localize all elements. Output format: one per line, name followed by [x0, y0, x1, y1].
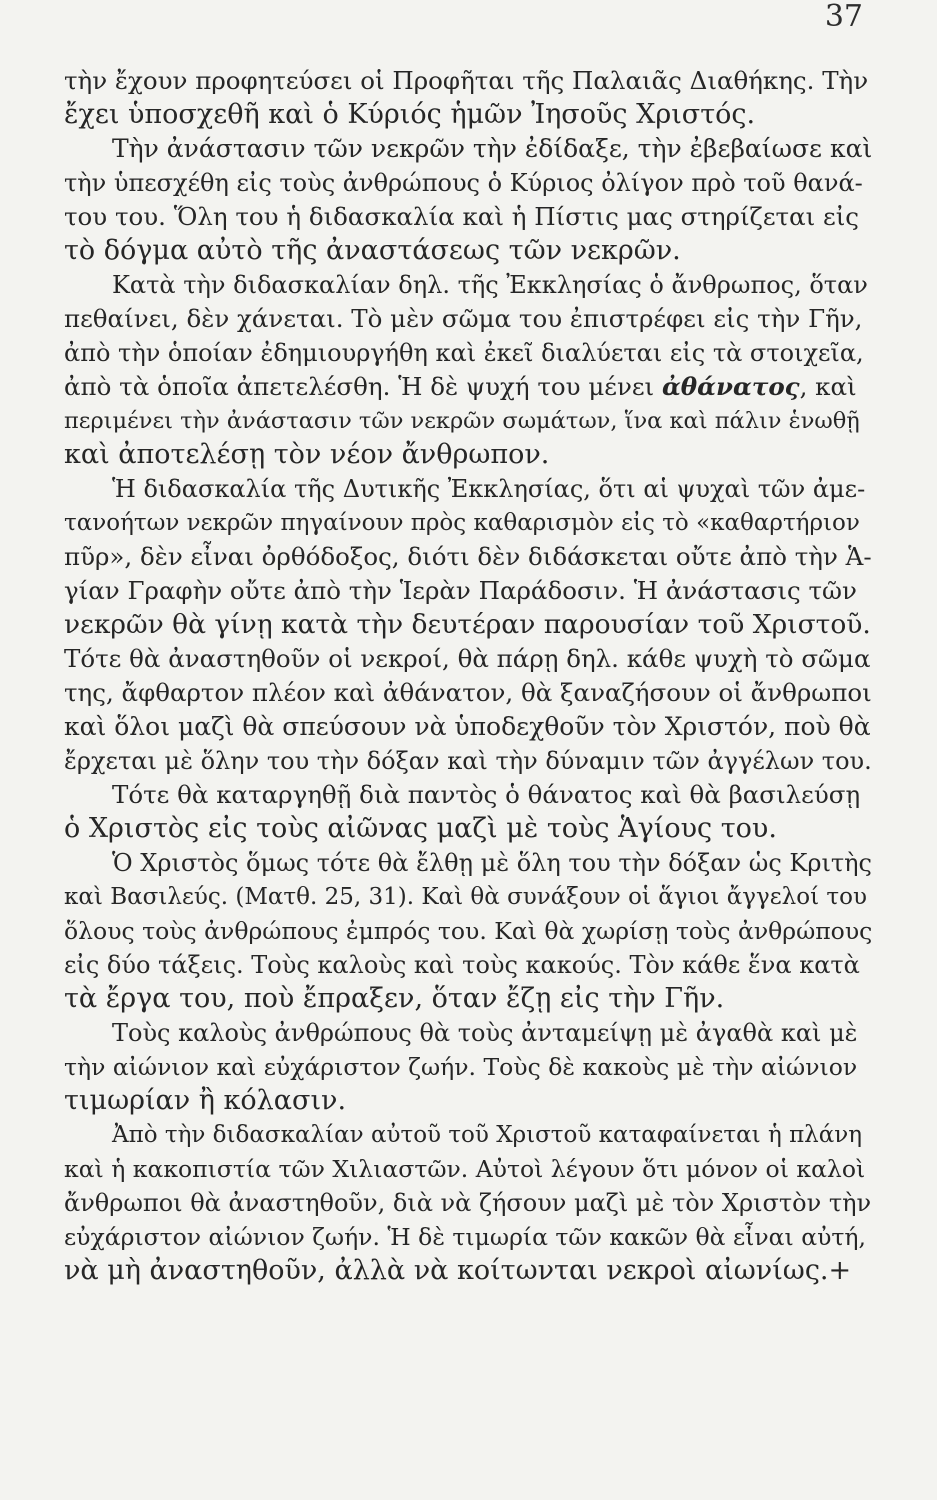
- text-line: [64, 744, 872, 778]
- line-text: Τὴν ἀνάστασιν τῶν νεκρῶν τὴν ἐδίδαξε, τὴν ἐβεβαίωσε καὶ: [112, 134, 873, 163]
- line-text: τὴν ὑπεσχέθη εἰς τοὺς ἀνθρώπους ὁ Κύριος ὀλίγον πρὸ τοῦ θανά-: [64, 169, 863, 197]
- line-text: νεκρῶν θὰ γίνῃ κατὰ τὴν δευτέραν παρουσίαν τοῦ Χριστοῦ.: [64, 609, 871, 640]
- line-text: τὴν αἰώνιον καὶ εὐχάριστον ζωήν. Τοὺς δὲ κακοὺς μὲ τὴν αἰώνιον: [64, 1053, 858, 1081]
- text-line: [64, 302, 864, 336]
- text-line: [64, 880, 867, 914]
- text-line: [64, 574, 864, 608]
- line-text-after: , καὶ: [799, 372, 857, 401]
- line-text: ὁ Χριστὸς εἰς τοὺς αἰῶνας μαζὶ μὲ τοὺς Ἁγίους του.: [64, 813, 777, 844]
- line-text: τιμωρίαν ἢ κόλασιν.: [64, 1085, 347, 1116]
- line-text: Ἡ διδασκαλία τῆς Δυτικῆς Ἐκκλησίας, ὅτι αἱ ψυχαὶ τῶν ἀμε-: [112, 475, 866, 503]
- line-text: ἔρχεται μὲ ὅλην του τὴν δόξαν καὶ τὴν δύναμιν τῶν ἀγγέλων του.: [64, 747, 872, 775]
- text-line: [64, 438, 864, 472]
- text-line: [64, 540, 872, 574]
- line-text: εἰς δύο τάξεις. Τοὺς καλοὺς καὶ τοὺς κακούς. Τὸν κάθε ἕνα κατὰ: [64, 951, 860, 979]
- line-text: νὰ μὴ ἀναστηθοῦν, ἀλλὰ νὰ κοίτωνται νεκροὶ αἰωνίως.+: [64, 1255, 852, 1286]
- text-line: [64, 914, 873, 948]
- text-line: [64, 268, 868, 302]
- text-line: [64, 1084, 864, 1118]
- line-text: καὶ ἡ κακοπιστία τῶν Χιλιαστῶν. Αὐτοὶ λέγουν ὅτι μόνον οἱ καλοὶ: [64, 1155, 866, 1183]
- page-number: 37: [824, 0, 863, 34]
- line-text: Ὁ Χριστὸς ὅμως τότε θὰ ἔλθῃ μὲ ὅλη του τὴν δόξαν ὡς Κριτὴς: [112, 849, 872, 877]
- line-text: γίαν Γραφὴν οὔτε ἀπὸ τὴν Ἱερὰν Παράδοσιν. Ἡ ἀνάστασις τῶν: [64, 576, 857, 605]
- text-line: [64, 200, 864, 234]
- text-line: [64, 982, 864, 1016]
- line-text: του του. Ὅλη του ἡ διδασκαλία καὶ ἡ Πίστις μας στηρίζεται εἰς: [64, 202, 860, 231]
- line-text: Τοὺς καλοὺς ἀνθρώπους θὰ τοὺς ἀνταμείψῃ μὲ ἀγαθὰ καὶ μὲ: [112, 1019, 858, 1047]
- line-text: ἀπὸ τὴν ὁποίαν ἐδημιουργήθη καὶ ἐκεῖ διαλύεται εἰς τὰ στοιχεῖα,: [64, 339, 864, 367]
- line-text: της, ἄφθαρτον πλέον καὶ ἀθάνατον, θὰ ξαναζήσουν οἱ ἄνθρωποι: [64, 678, 872, 707]
- text-line: [64, 506, 864, 540]
- text-line: [64, 1050, 864, 1084]
- line-text: Τότε θὰ καταργηθῇ διὰ παντὸς ὁ θάνατος καὶ θὰ βασιλεύσῃ: [112, 780, 861, 809]
- text-line: [64, 846, 872, 880]
- body-text: [64, 64, 873, 1288]
- text-line: [64, 710, 871, 744]
- line-text: καὶ ἀποτελέσῃ τὸν νέον ἄνθρωπον.: [64, 439, 550, 470]
- text-line: [64, 642, 871, 676]
- line-text: Ἀπὸ τὴν διδασκαλίαν αὐτοῦ τοῦ Χριστοῦ καταφαίνεται ἡ πλάνη: [112, 1122, 863, 1148]
- text-line: [64, 132, 873, 166]
- text-line: [64, 1220, 864, 1254]
- text-line: [64, 404, 864, 438]
- text-line: [64, 608, 871, 642]
- text-line: [64, 676, 872, 710]
- text-line: [64, 1016, 864, 1050]
- line-text: ἀπὸ τὰ ὁποῖα ἀπετελέσθη. Ἡ δὲ ψυχή του μένει: [64, 372, 662, 401]
- line-text: εὐχάριστον αἰώνιον ζωήν. Ἡ δὲ τιμωρία τῶν κακῶν θὰ εἶναι αὐτή,: [64, 1223, 866, 1251]
- line-text: Τότε θὰ ἀναστηθοῦν οἱ νεκροί, θὰ πάρῃ δηλ. κάθε ψυχὴ τὸ σῶμα: [64, 644, 871, 673]
- text-line: [64, 812, 864, 846]
- text-line: [64, 948, 864, 982]
- line-text: περιμένει τὴν ἀνάστασιν τῶν νεκρῶν σωμάτων, ἵνα καὶ πάλιν ἑνωθῇ: [64, 408, 860, 434]
- line-text: καὶ ὅλοι μαζὶ θὰ σπεύσουν νὰ ὑποδεχθοῦν τὸν Χριστόν, ποὺ θὰ: [64, 712, 871, 741]
- line-text: τὸ δόγμα αὐτὸ τῆς ἀναστάσεως τῶν νεκρῶν.: [64, 235, 681, 266]
- line-text: τὰ ἔργα του, ποὺ ἔπραξεν, ὅταν ἔζῃ εἰς τὴν Γῆν.: [64, 983, 725, 1014]
- line-text: ἔχει ὑποσχεθῆ καὶ ὁ Κύριός ἡμῶν Ἰησοῦς Χριστός.: [64, 99, 756, 130]
- text-line: [64, 336, 864, 370]
- text-line: [64, 472, 864, 506]
- text-line: [64, 370, 864, 404]
- text-line: [64, 1186, 872, 1220]
- line-text: Κατὰ τὴν διδασκαλίαν δηλ. τῆς Ἐκκλησίας ὁ ἄνθρωπος, ὅταν: [112, 271, 868, 299]
- text-line: [64, 166, 864, 200]
- line-text: πεθαίνει, δὲν χάνεται. Τὸ μὲν σῶμα του ἐπιστρέφει εἰς τὴν Γῆν,: [64, 304, 863, 333]
- text-line: [64, 64, 869, 98]
- line-text: καὶ Βασιλεύς. (Ματθ. 25, 31). Καὶ θὰ συνάξουν οἱ ἅγιοι ἄγγελοί του: [64, 884, 867, 910]
- text-line: [64, 1152, 864, 1186]
- line-text: πῦρ», δὲν εἶναι ὀρθόδοξος, διότι δὲν διδάσκεται οὔτε ἀπὸ τὴν Ἁ-: [64, 542, 872, 571]
- emphasized-word: ἀθάνατος: [661, 372, 800, 401]
- text-line: [64, 778, 864, 812]
- text-line: [64, 1118, 864, 1152]
- line-text: ἄνθρωποι θὰ ἀναστηθοῦν, διὰ νὰ ζήσουν μαζὶ μὲ τὸν Χριστὸν τὴν: [64, 1189, 872, 1217]
- line-text: τὴν ἔχουν προφητεύσει οἱ Προφῆται τῆς Παλαιᾶς Διαθήκης. Τὴν: [64, 66, 869, 95]
- line-text: τανοήτων νεκρῶν πηγαίνουν πρὸς καθαρισμὸν εἰς τὸ «καθαρτήριον: [64, 510, 860, 536]
- text-line: [64, 98, 864, 132]
- line-text: ὅλους τοὺς ἀνθρώπους ἐμπρός του. Καὶ θὰ χωρίσῃ τοὺς ἀνθρώπους: [64, 917, 873, 945]
- text-line: [64, 1254, 864, 1288]
- text-line: [64, 234, 864, 268]
